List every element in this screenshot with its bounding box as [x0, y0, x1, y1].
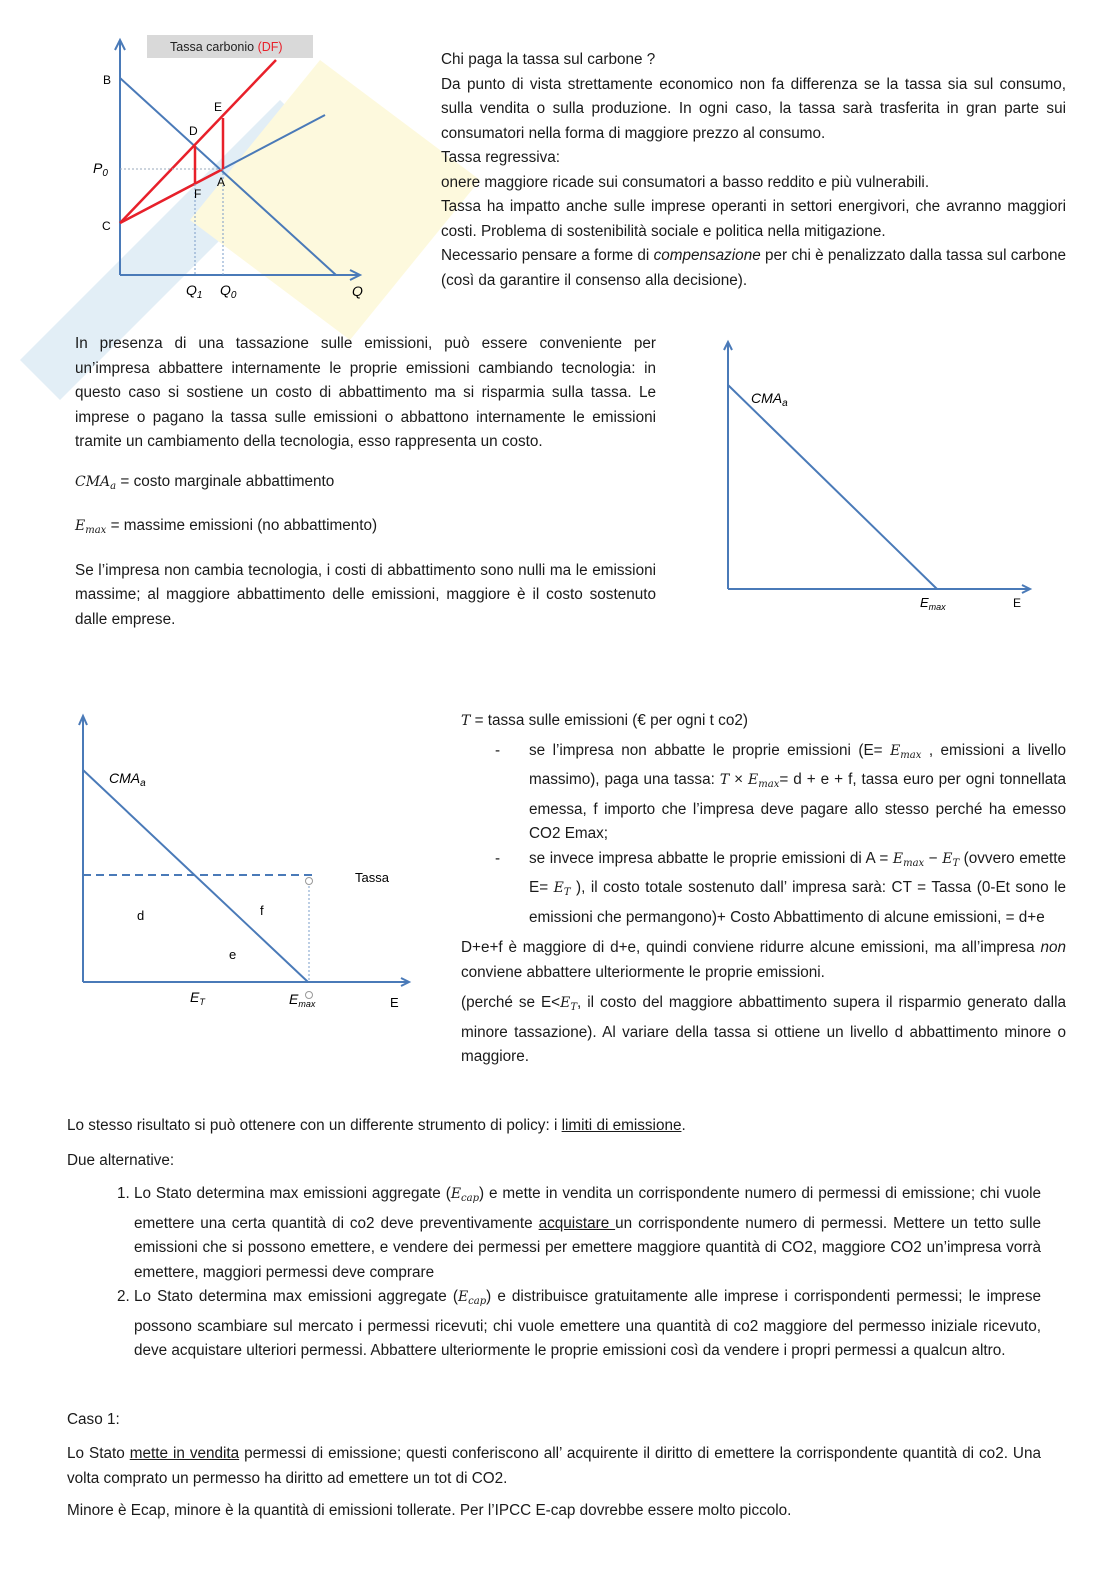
label-q: Q: [352, 283, 363, 299]
paragraph: [67, 1114, 1041, 1139]
text-run: (perché se E<: [461, 994, 561, 1011]
math-symbol: T: [952, 857, 960, 869]
label-q1: $Q_1$: [186, 282, 203, 301]
text-run: = massime emissioni (no abbattimento): [106, 517, 378, 534]
text-run: Lo Stato determina max emissioni aggregate (: [134, 1185, 451, 1202]
paragraph: [441, 73, 1066, 147]
text-run: , emissioni a livello massimo), paga una tassa:: [529, 741, 1066, 788]
math-symbol: E: [892, 850, 904, 867]
cma-diagram: [715, 335, 1045, 620]
list-item: [134, 1285, 1041, 1364]
label-area-f: f: [260, 903, 264, 918]
text-run: Necessario pensare a forme di: [441, 247, 654, 264]
text-block-tax: [461, 709, 1066, 1070]
text-block-limits: [67, 1114, 1041, 1524]
paragraph: [75, 332, 656, 455]
label-area-e: e: [229, 947, 237, 962]
text-run: Tassa regressiva:: [441, 149, 561, 166]
text-run: Tassa ha impatto anche sulle imprese operanti in settori energivori, che avranno maggiori costi. Problema di sostenibilità sociale e politica nella mitigazione.: [441, 198, 1066, 240]
text-run: ) e mette in vendita un corrispondente numero di permessi di emissione; chi vuole emettere una certa quantità di co2 deve preventivamente: [134, 1185, 1041, 1232]
text-run: Se l’impresa non cambia tecnologia, i costi di abbattimento sono nulli ma le emissioni massime; al maggiore abbattimento delle emissioni, maggiore è il costo sostenuto dalle emprese.: [75, 561, 656, 628]
math-symbol: T: [563, 887, 571, 898]
math-symbol: cap: [468, 1296, 487, 1307]
label-d: D: [189, 124, 198, 138]
text-run: Lo Stato: [67, 1445, 130, 1462]
text-run: −: [924, 849, 943, 867]
text-run: Minore è Ecap, minore è la quantità di emissioni tollerate. Per l’IPCC E-cap dovrebbe essere molto piccolo.: [67, 1502, 792, 1519]
math-symbol: CMA: [75, 473, 111, 490]
math-symbol: max: [900, 749, 922, 761]
text-run: Due alternative:: [67, 1151, 175, 1169]
label-q0: $Q_0$: [220, 282, 237, 301]
paragraph: [461, 991, 1066, 1070]
math-symbol: max: [903, 857, 925, 869]
math-symbol: max: [758, 779, 780, 790]
label-b: B: [103, 73, 112, 87]
text-run: = costo marginale abbattimento: [116, 472, 335, 490]
paragraph: [441, 195, 1066, 244]
carbon-tax-diagram: [80, 30, 400, 310]
text-run: se invece impresa abbatte le proprie emissioni di A =: [529, 849, 893, 867]
math-symbol: E: [560, 995, 571, 1011]
label-area-d: d: [137, 908, 145, 923]
paragraph: [441, 48, 1066, 73]
paragraph: [441, 146, 1066, 171]
text-run: Chi paga la tassa sul carbone ?: [441, 51, 656, 68]
label-cma: $CMA_a$: [109, 770, 146, 789]
list-item: [529, 739, 1066, 847]
math-symbol: E: [890, 742, 901, 759]
text-run: (ovvero emette E=: [529, 849, 1066, 896]
text-run: = tassa sulle emissioni (€ per ogni t co2): [470, 712, 748, 729]
label-c: C: [102, 219, 111, 233]
math-symbol: E: [748, 772, 759, 788]
label-et: $E_T$: [190, 989, 205, 1007]
math-symbol: a: [110, 480, 117, 492]
text-run: ×: [729, 771, 749, 788]
text-block-carbon-tax: [441, 48, 1066, 293]
label-f: F: [194, 187, 202, 201]
text-run[interactable]: acquistare: [538, 1214, 616, 1232]
text-run: un corrispondente numero di permessi. Mettere un tetto sulle emissioni che si possono emettere, e vendere dei permessi per emettere maggiore quantità di CO2, maggiore CO2 un’impresa vorrà emettere, maggiori permessi deve comprare: [134, 1214, 1041, 1281]
demand-curve: [120, 78, 336, 275]
text-run: .: [681, 1117, 686, 1134]
paragraph: [67, 1442, 1041, 1491]
math-symbol: E: [457, 1289, 469, 1305]
label-p0: $P_0$: [93, 160, 108, 179]
text-run: conviene abbattere ulteriormente le proprie emissioni.: [461, 963, 825, 981]
paragraph: [67, 1499, 1041, 1524]
text-run: permessi di emissione; questi conferiscono all’ acquirente il diritto di emettere la corrispondente quantità di co2. Una volta comprato un permesso ha diritto ad emettere un tot di CO2.: [67, 1445, 1041, 1487]
paragraph: [75, 514, 656, 544]
paragraph: [75, 559, 656, 633]
text-run[interactable]: limiti di emissione: [561, 1117, 682, 1134]
list-item: [134, 1182, 1041, 1285]
cma-curve: [728, 385, 937, 589]
math-symbol: max: [85, 525, 107, 536]
math-symbol: E: [942, 850, 953, 867]
math-symbol: E: [553, 880, 564, 896]
text-run: onere maggiore ricade sui consumatori a basso reddito e più vulnerabili.: [441, 173, 930, 191]
paragraph: [461, 936, 1066, 985]
paragraph: [441, 244, 1066, 293]
text-run: = d + e + f, tassa euro per ogni tonnellata emessa, f importo che l’impresa deve pagare allo stesso perché ha emesso CO2 Emax;: [529, 771, 1066, 842]
label-e: E: [214, 100, 223, 114]
text-run: per chi è penalizzato dalla tassa sul carbone (così da garantire il consenso alla decisione).: [441, 247, 1066, 289]
math-symbol: cap: [461, 1193, 480, 1204]
tax-abatement-diagram: [70, 700, 430, 1030]
label-axis-e: E: [1013, 596, 1022, 610]
label-tassa: Tassa: [355, 870, 389, 885]
math-symbol: E: [450, 1186, 462, 1202]
label-emax: $E_{max}$: [289, 991, 316, 1009]
math-symbol: T: [570, 1002, 577, 1013]
label-axis-e: E: [390, 995, 399, 1010]
text-run: Caso 1:: [67, 1410, 120, 1428]
paragraph: [75, 470, 656, 500]
list-item: [529, 847, 1066, 931]
text-run: ) e distribuisce gratuitamente alle imprese i corrispondenti permessi; le imprese possono scambiare sul mercato i permessi ricevuti; chi vuole emettere una quantità di co2 maggiore del permesso iniziale ricevuto, deve acquistare ulteriori permessi. Abbattere ulteriormente le proprie emissioni così da vendere i propri permessi a qualcun altro.: [134, 1288, 1041, 1359]
text-run: D+e+f è maggiore di d+e, quindi conviene ridurre alcune emissioni, ma all’impresa: [461, 939, 1041, 956]
text-run: compensazione: [653, 247, 761, 264]
math-symbol: T: [719, 772, 730, 788]
text-run: In presenza di una tassazione sulle emissioni, può essere conveniente per un’impresa abbattere internamente le proprie emissioni cambiando tecnologia: in questo caso si sostiene un costo di abbattimento ma si risparmia sulla tassa. Le imprese o pagano la tassa sulle emissioni o abbattono internamente le emissioni tramite un cambiamento della tecnologia, esso rappresenta un costo.: [75, 335, 656, 450]
text-run: ), il costo totale sostenuto dall’ impresa sarà: CT = Tassa (0-Et sono le emissioni che permangono)+ Costo Abbattimento di alcune emissioni, = d+e: [529, 879, 1066, 926]
label-a: A: [217, 175, 226, 189]
text-run: se l’impresa non abbatte le proprie emissioni (E=: [529, 741, 891, 759]
math-symbol: E: [75, 518, 86, 534]
text-run[interactable]: mette in vendita: [129, 1445, 240, 1462]
paragraph: [67, 1408, 1041, 1433]
label-emax: $E_{max}$: [920, 595, 946, 612]
paragraph: [67, 1149, 1041, 1174]
text-run: , il costo del maggiore abbattimento supera il risparmio generato dalla minore tassazione). Al variare della tassa si ottiene un livello d abbattimento minore o maggiore.: [461, 994, 1066, 1065]
tax-definition: [461, 709, 1066, 734]
text-block-abatement: [75, 332, 656, 632]
label-cma: $CMA_a$: [751, 390, 788, 409]
text-run: non: [1040, 939, 1066, 956]
diagram-title: Tassa carbonio (DF): [170, 40, 283, 54]
math-symbol: T: [461, 713, 471, 729]
text-run: Da punto di vista strettamente economico non fa differenza se la tassa sia sul consumo, sulla vendita o sulla produzione. In ogni caso, la tassa sarà trasferita in gran parte sui consumatori nella forma di maggiore prezzo al consumo.: [441, 75, 1066, 142]
paragraph: [441, 171, 1066, 196]
text-run: Lo stesso risultato si può ottenere con un differente strumento di policy: i: [67, 1117, 562, 1134]
text-run: Lo Stato determina max emissioni aggregate (: [134, 1288, 458, 1305]
